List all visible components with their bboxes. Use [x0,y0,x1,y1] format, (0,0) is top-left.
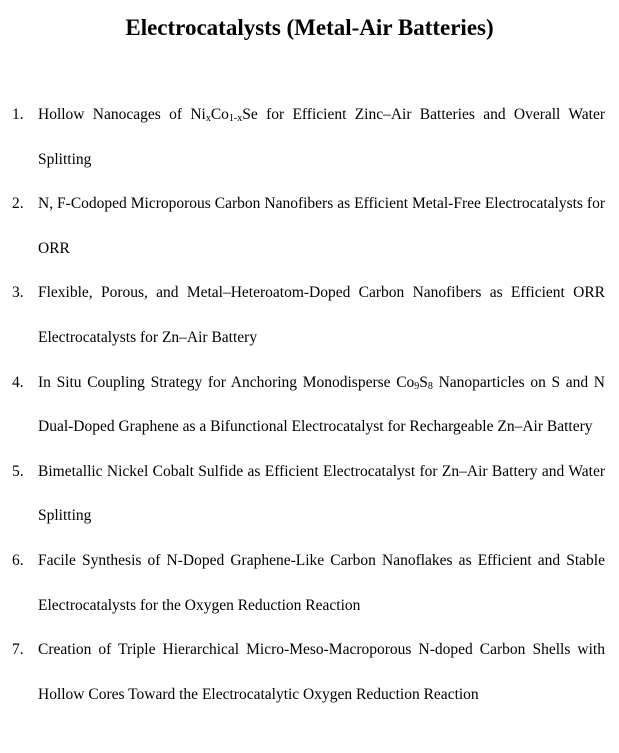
reference-item [0,539,619,628]
reference-number: 3. [12,284,24,302]
title-text: N, F-Codoped Microporous Carbon Nanofibers as Efficient Metal-Free Electrocatalysts for ORR [38,195,605,257]
title-text: Hollow Nanocages of Ni [38,106,206,123]
reference-item [0,450,619,539]
reference-number: 6. [12,551,24,569]
reference-title [38,641,605,703]
title-text: Creation of Triple Hierarchical Micro-Meso-Macroporous N-doped Carbon Shells with Hollow Cores Toward the Electrocatalytic Oxygen Reduction Reaction [38,641,605,703]
title-text: Bimetallic Nickel Cobalt Sulfide as Efficient Electrocatalyst for Zn–Air Battery and Water Splitting [38,462,605,525]
reference-title [38,195,605,257]
reference-number: 4. [12,373,24,391]
subscript-text: 9 [414,380,420,392]
reference-item [0,361,619,450]
title-text: Nanoparticles on S and N Dual-Doped Graphene as a Bifunctional Electrocatalyst for Rechargeable Zn–Air Battery [38,373,605,436]
reference-number: 2. [12,195,24,213]
reference-number: 7. [12,641,24,659]
subscript-text: 8 [427,380,433,392]
subscript-text: 1-x [228,113,243,124]
reference-title [38,463,605,525]
reference-item [0,628,619,717]
reference-title [38,552,605,614]
reference-item [0,271,619,360]
reference-list [0,93,619,717]
reference-title [38,106,605,168]
title-text: Facile Synthesis of N-Doped Graphene-Like Carbon Nanoflakes as Efficient and Stable Electrocatalysts for the Oxygen Reduction Reaction [38,551,605,614]
title-text: Se for Efficient Zinc–Air Batteries and Overall Water Splitting [38,106,605,168]
reference-number: 1. [12,106,24,123]
reference-item [0,182,619,271]
subscript-text: x [205,113,211,124]
title-text: Co [210,106,229,123]
reference-item [0,93,619,182]
page-title: Electrocatalysts (Metal-Air Batteries) [125,15,494,40]
title-text: In Situ Coupling Strategy for Anchoring Monodisperse Co [38,373,415,391]
title-text: Flexible, Porous, and Metal–Heteroatom-Doped Carbon Nanofibers as Efficient ORR Electrocatalysts for Zn–Air Battery [38,284,605,346]
reference-title [38,284,605,346]
title-text: S [419,373,428,391]
reference-title [38,374,605,436]
reference-number: 5. [12,462,24,480]
